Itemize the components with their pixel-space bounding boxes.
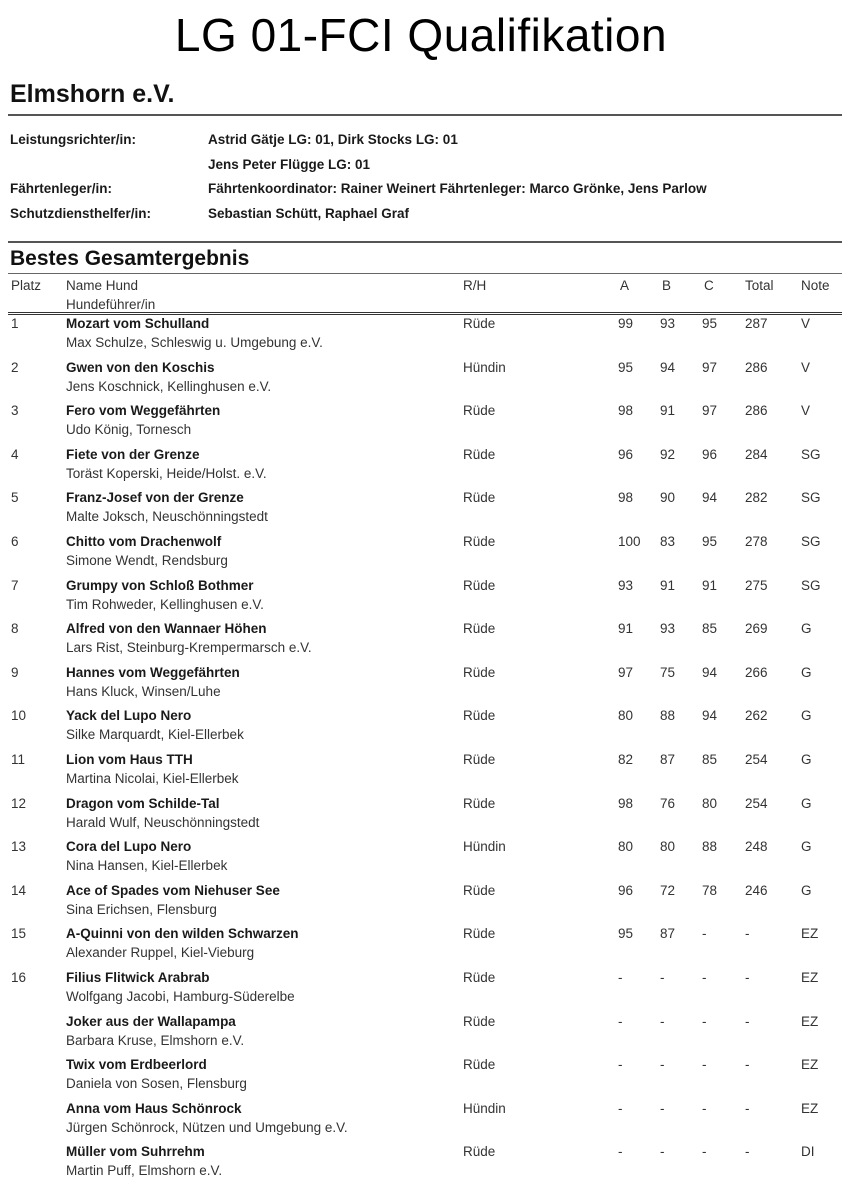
score-b: 91 (660, 403, 676, 419)
sex-cell: Rüde (463, 1144, 496, 1160)
score-b: - (660, 969, 665, 985)
sex-cell: Rüde (463, 446, 496, 462)
officials-label: Leistungsrichter/in: (10, 132, 137, 147)
rank-cell: 14 (11, 882, 27, 898)
score-b: 90 (660, 490, 676, 506)
handler-name: Malte Joksch, Neuschönningstedt (66, 509, 268, 525)
score-c: - (702, 969, 707, 985)
table-row (0, 621, 842, 665)
grade-note: EZ (801, 1057, 819, 1073)
officials-value: Jens Peter Flügge LG: 01 (208, 156, 371, 172)
sex-cell: Hündin (463, 1100, 506, 1116)
score-a: 98 (618, 795, 634, 811)
score-a: 99 (618, 316, 634, 331)
score-b: 72 (660, 882, 676, 898)
dog-name: Ace of Spades vom Niehuser See (66, 882, 280, 898)
score-a: - (618, 1100, 623, 1116)
grade-note: V (801, 359, 811, 375)
table-row (0, 839, 842, 883)
total-score: - (745, 969, 750, 985)
score-b: - (660, 1144, 665, 1160)
dog-name: Hannes vom Weggefährten (66, 664, 240, 680)
total-score: - (745, 926, 750, 942)
grade-note: SG (801, 577, 821, 593)
table-row (0, 534, 842, 578)
rank-cell: 9 (11, 664, 19, 680)
officials-value: Sebastian Schütt, Raphael Graf (208, 205, 410, 221)
score-c: - (702, 1057, 707, 1073)
grade-note: V (801, 403, 811, 419)
total-score: 246 (745, 882, 768, 898)
score-c: 95 (702, 316, 718, 331)
rank-cell: 10 (11, 708, 27, 724)
dog-name: Franz-Josef von der Grenze (66, 490, 244, 506)
grade-note: DI (801, 1144, 815, 1160)
score-a: - (618, 1057, 623, 1073)
table-row (0, 316, 842, 360)
header-divider (8, 312, 842, 315)
score-b: 93 (660, 621, 676, 637)
section-divider (8, 273, 842, 274)
sex-cell: Rüde (463, 621, 496, 637)
table-row (0, 578, 842, 622)
rank-cell: 2 (11, 359, 19, 375)
sex-cell: Rüde (463, 1057, 496, 1073)
score-c: 94 (702, 708, 718, 724)
dog-name: Müller vom Suhrrehm (66, 1144, 205, 1160)
total-score: 254 (745, 795, 768, 811)
grade-note: G (801, 621, 812, 637)
column-header-b: B (662, 278, 672, 293)
column-header-sex: R/H (463, 278, 487, 293)
score-a: 95 (618, 359, 634, 375)
score-a: 96 (618, 446, 634, 462)
results-table (0, 316, 842, 1188)
dog-name: Filius Flitwick Arabrab (66, 969, 210, 985)
sex-cell: Rüde (463, 533, 496, 549)
handler-name: Jürgen Schönrock, Nützen und Umgebung e.V. (66, 1119, 348, 1135)
handler-name: Tim Rohweder, Kellinghusen e.V. (66, 596, 264, 612)
handler-name: Lars Rist, Steinburg-Krempermarsch e.V. (66, 640, 312, 656)
score-b: 76 (660, 795, 676, 811)
dog-name: A-Quinni von den wilden Schwarzen (66, 926, 299, 942)
score-b: 87 (660, 926, 676, 942)
dog-name: Gwen von den Koschis (66, 359, 215, 375)
handler-name: Udo König, Tornesch (66, 422, 192, 438)
table-row (0, 708, 842, 752)
grade-note: EZ (801, 1100, 819, 1116)
dog-name: Fiete von der Grenze (66, 446, 200, 462)
score-c: 85 (702, 751, 718, 767)
table-row (0, 796, 842, 840)
rank-cell: 7 (11, 577, 19, 593)
sex-cell: Rüde (463, 403, 496, 419)
table-row (0, 1014, 842, 1058)
grade-note: G (801, 839, 812, 855)
handler-name: Martina Nicolai, Kiel-Ellerbek (66, 770, 239, 786)
score-c: 97 (702, 403, 718, 419)
total-score: 282 (745, 490, 768, 506)
sex-cell: Rüde (463, 1013, 496, 1029)
total-score: 254 (745, 751, 768, 767)
dog-name: Lion vom Haus TTH (66, 751, 193, 767)
score-b: - (660, 1057, 665, 1073)
grade-note: SG (801, 446, 821, 462)
score-c: 94 (702, 490, 718, 506)
score-c: - (702, 926, 707, 942)
handler-name: Alexander Ruppel, Kiel-Vieburg (66, 945, 255, 961)
score-c: 97 (702, 359, 718, 375)
rank-cell: 5 (11, 490, 19, 506)
rank-cell: 4 (11, 446, 19, 462)
column-header-name: Name Hund (66, 278, 139, 293)
sex-cell: Rüde (463, 926, 496, 942)
score-b: - (660, 1013, 665, 1029)
column-header-note: Note (801, 278, 830, 293)
table-row (0, 752, 842, 796)
sex-cell: Rüde (463, 795, 496, 811)
handler-name: Harald Wulf, Neuschönningstedt (66, 814, 260, 830)
score-a: 98 (618, 490, 634, 506)
table-row (0, 926, 842, 970)
score-c: 91 (702, 577, 718, 593)
rank-cell: 6 (11, 533, 19, 549)
handler-name: Silke Marquardt, Kiel-Ellerbek (66, 727, 244, 743)
handler-name: Hans Kluck, Winsen/Luhe (66, 683, 221, 699)
total-score: 286 (745, 359, 768, 375)
dog-name: Fero vom Weggefährten (66, 403, 221, 419)
column-header-a: A (620, 278, 630, 293)
score-b: 92 (660, 446, 676, 462)
grade-note: G (801, 795, 812, 811)
score-b: 88 (660, 708, 676, 724)
score-c: - (702, 1144, 707, 1160)
rank-cell: 1 (11, 316, 19, 331)
score-a: 100 (618, 533, 641, 549)
column-header-c: C (704, 278, 714, 293)
score-b: 80 (660, 839, 676, 855)
score-a: 97 (618, 664, 634, 680)
rank-cell: 15 (11, 926, 27, 942)
dog-name: Yack del Lupo Nero (66, 708, 192, 724)
handler-name: Daniela von Sosen, Flensburg (66, 1076, 247, 1092)
dog-name: Cora del Lupo Nero (66, 839, 192, 855)
grade-note: SG (801, 490, 821, 506)
score-a: - (618, 1144, 623, 1160)
officials-label: Fährtenleger/in: (10, 181, 113, 196)
handler-name: Simone Wendt, Rendsburg (66, 552, 228, 568)
total-score: 262 (745, 708, 768, 724)
table-row (0, 360, 842, 404)
officials-value: Astrid Gätje LG: 01, Dirk Stocks LG: 01 (208, 132, 458, 147)
club-name: Elmshorn e.V. (10, 80, 175, 108)
score-c: 88 (702, 839, 718, 855)
score-b: - (660, 1100, 665, 1116)
table-row (0, 490, 842, 534)
sex-cell: Rüde (463, 751, 496, 767)
total-score: 286 (745, 403, 768, 419)
dog-name: Twix vom Erdbeerlord (66, 1057, 207, 1073)
document-title: LG 01-FCI Qualifikation (174, 9, 668, 61)
score-a: 82 (618, 751, 634, 767)
dog-name: Mozart vom Schulland (66, 316, 210, 331)
score-a: 80 (618, 708, 634, 724)
score-a: 93 (618, 577, 634, 593)
rank-cell: 3 (11, 403, 19, 419)
sex-cell: Rüde (463, 708, 496, 724)
grade-note: SG (801, 533, 821, 549)
rank-cell: 11 (11, 751, 26, 767)
total-score: - (745, 1057, 750, 1073)
dog-name: Dragon vom Schilde-Tal (66, 795, 220, 811)
handler-name: Jens Koschnick, Kellinghusen e.V. (66, 378, 272, 394)
dog-name: Anna vom Haus Schönrock (66, 1100, 242, 1116)
score-b: 75 (660, 664, 676, 680)
grade-note: V (801, 316, 811, 331)
score-a: - (618, 1013, 623, 1029)
table-row (0, 1144, 842, 1188)
total-score: - (745, 1013, 750, 1029)
sex-cell: Rüde (463, 969, 496, 985)
score-c: 94 (702, 664, 718, 680)
score-c: 95 (702, 533, 718, 549)
column-header-total: Total (745, 278, 774, 293)
score-c: 78 (702, 882, 718, 898)
sex-cell: Rüde (463, 882, 496, 898)
handler-name: Wolfgang Jacobi, Hamburg-Süderelbe (66, 988, 295, 1004)
grade-note: G (801, 882, 812, 898)
score-c: - (702, 1100, 707, 1116)
column-header-rank: Platz (11, 278, 42, 293)
dog-name: Chitto vom Drachenwolf (66, 533, 222, 549)
total-score: 248 (745, 839, 768, 855)
section-title: Bestes Gesamtergebnis (10, 247, 250, 270)
handler-name: Sina Erichsen, Flensburg (66, 901, 217, 917)
score-c: 80 (702, 795, 718, 811)
total-score: 284 (745, 446, 768, 462)
table-row (0, 403, 842, 447)
score-a: - (618, 969, 623, 985)
grade-note: EZ (801, 926, 819, 942)
grade-note: EZ (801, 969, 819, 985)
score-b: 87 (660, 751, 676, 767)
total-score: 269 (745, 621, 768, 637)
handler-name: Toräst Koperski, Heide/Holst. e.V. (66, 465, 267, 481)
handler-name: Max Schulze, Schleswig u. Umgebung e.V. (66, 335, 323, 350)
rank-cell: 12 (11, 795, 27, 811)
total-score: - (745, 1144, 750, 1160)
rank-cell: 13 (11, 839, 27, 855)
table-row (0, 883, 842, 927)
total-score: - (745, 1100, 750, 1116)
score-b: 93 (660, 316, 676, 331)
total-score: 275 (745, 577, 768, 593)
dog-name: Alfred von den Wannaer Höhen (66, 621, 267, 637)
dog-name: Joker aus der Wallapampa (66, 1013, 236, 1029)
total-score: 266 (745, 664, 768, 680)
score-b: 94 (660, 359, 676, 375)
club-divider (8, 114, 842, 116)
table-row (0, 665, 842, 709)
score-c: - (702, 1013, 707, 1029)
officials-value: Fährtenkoordinator: Rainer Weinert Fährtenleger: Marco Grönke, Jens Parlow (208, 181, 707, 196)
sex-cell: Hündin (463, 359, 506, 375)
sex-cell: Rüde (463, 577, 496, 593)
sex-cell: Hündin (463, 839, 506, 855)
score-a: 98 (618, 403, 634, 419)
rank-cell: 16 (11, 969, 27, 985)
column-header-handler: Hundeführer/in (66, 297, 156, 312)
dog-name: Grumpy von Schloß Bothmer (66, 577, 254, 593)
grade-note: EZ (801, 1013, 819, 1029)
handler-name: Barbara Kruse, Elmshorn e.V. (66, 1032, 245, 1048)
score-a: 95 (618, 926, 634, 942)
score-b: 83 (660, 533, 676, 549)
score-a: 96 (618, 882, 634, 898)
officials-label: Schutzdiensthelfer/in: (10, 205, 152, 221)
score-c: 96 (702, 446, 718, 462)
score-a: 80 (618, 839, 634, 855)
total-score: 287 (745, 316, 768, 331)
sex-cell: Rüde (463, 664, 496, 680)
sex-cell: Rüde (463, 490, 496, 506)
handler-name: Martin Puff, Elmshorn e.V. (66, 1163, 223, 1179)
grade-note: G (801, 751, 812, 767)
table-row (0, 447, 842, 491)
score-a: 91 (618, 621, 634, 637)
sex-cell: Rüde (463, 316, 496, 331)
table-row (0, 970, 842, 1014)
score-b: 91 (660, 577, 676, 593)
rank-cell: 8 (11, 621, 19, 637)
total-score: 278 (745, 533, 768, 549)
officials-divider (8, 241, 842, 243)
grade-note: G (801, 664, 812, 680)
grade-note: G (801, 708, 812, 724)
handler-name: Nina Hansen, Kiel-Ellerbek (66, 858, 228, 874)
table-row (0, 1057, 842, 1101)
table-row (0, 1101, 842, 1145)
score-c: 85 (702, 621, 718, 637)
